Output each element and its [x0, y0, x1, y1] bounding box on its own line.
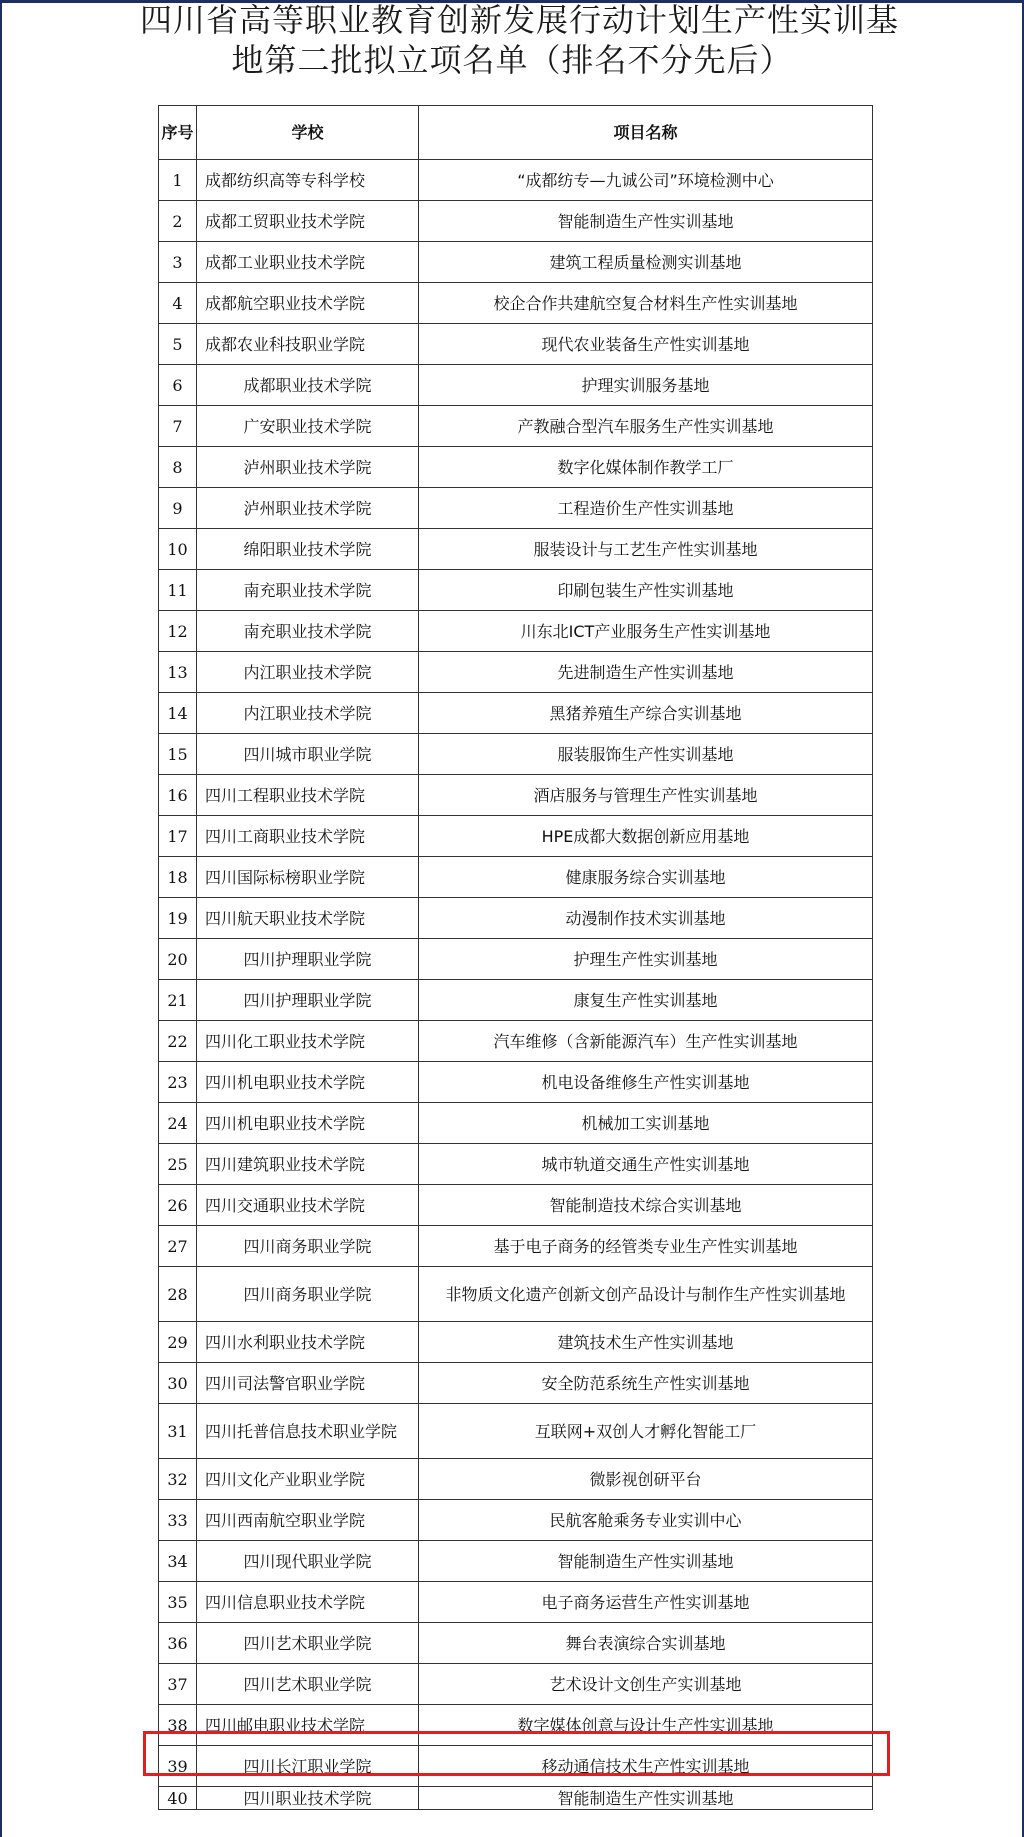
table-row [159, 242, 873, 283]
table-header-row [159, 106, 873, 160]
table-row [159, 1787, 873, 1810]
row-index: 12 [159, 611, 197, 652]
highlight-box [143, 1731, 890, 1776]
table-row [159, 324, 873, 365]
row-index: 1 [159, 160, 197, 201]
row-project: 安全防范系统生产性实训基地 [419, 1363, 873, 1404]
row-project: 民航客舱乘务专业实训中心 [419, 1500, 873, 1541]
row-index: 8 [159, 447, 197, 488]
row-school: 泸州职业技术学院 [197, 447, 419, 488]
table-row [159, 1021, 873, 1062]
row-project: 微影视创研平台 [419, 1459, 873, 1500]
table-row [159, 1623, 873, 1664]
row-index: 6 [159, 365, 197, 406]
row-school: 成都职业技术学院 [197, 365, 419, 406]
row-school: 四川商务职业学院 [197, 1267, 419, 1322]
row-school: 四川长江职业学院 [197, 1746, 419, 1787]
header-school: 学校 [197, 106, 419, 160]
row-school: 绵阳职业技术学院 [197, 529, 419, 570]
row-index: 22 [159, 1021, 197, 1062]
row-school: 四川工程职业技术学院 [197, 775, 419, 816]
row-index: 31 [159, 1404, 197, 1459]
row-school: 四川城市职业学院 [197, 734, 419, 775]
row-project: 舞台表演综合实训基地 [419, 1623, 873, 1664]
row-project: 数字化媒体制作教学工厂 [419, 447, 873, 488]
row-index: 29 [159, 1322, 197, 1363]
page-title [140, 0, 900, 80]
row-project: HPE成都大数据创新应用基地 [419, 816, 873, 857]
row-project: 川东北ICT产业服务生产性实训基地 [419, 611, 873, 652]
row-project: 智能制造生产性实训基地 [419, 201, 873, 242]
row-school: 成都农业科技职业学院 [197, 324, 419, 365]
row-index: 10 [159, 529, 197, 570]
table-row [159, 775, 873, 816]
row-index: 9 [159, 488, 197, 529]
row-project: 基于电子商务的经管类专业生产性实训基地 [419, 1226, 873, 1267]
row-project: 健康服务综合实训基地 [419, 857, 873, 898]
row-project: 电子商务运营生产性实训基地 [419, 1582, 873, 1623]
row-index: 32 [159, 1459, 197, 1500]
row-index: 38 [159, 1705, 197, 1746]
row-school: 四川机电职业技术学院 [197, 1103, 419, 1144]
row-project: 酒店服务与管理生产性实训基地 [419, 775, 873, 816]
row-school: 四川航天职业技术学院 [197, 898, 419, 939]
row-project: 工程造价生产性实训基地 [419, 488, 873, 529]
table-row [159, 1363, 873, 1404]
row-school: 四川商务职业学院 [197, 1226, 419, 1267]
table-row [159, 365, 873, 406]
row-project: 汽车维修（含新能源汽车）生产性实训基地 [419, 1021, 873, 1062]
row-index: 25 [159, 1144, 197, 1185]
row-school: 四川护理职业学院 [197, 939, 419, 980]
row-project: 艺术设计文创生产实训基地 [419, 1664, 873, 1705]
row-index: 26 [159, 1185, 197, 1226]
row-project: 先进制造生产性实训基地 [419, 652, 873, 693]
row-school: 成都工业职业技术学院 [197, 242, 419, 283]
row-school: 成都纺织高等专科学校 [197, 160, 419, 201]
row-project: 康复生产性实训基地 [419, 980, 873, 1021]
row-school: 四川文化产业职业学院 [197, 1459, 419, 1500]
table-row [159, 1459, 873, 1500]
row-school: 成都航空职业技术学院 [197, 283, 419, 324]
row-school: 四川建筑职业技术学院 [197, 1144, 419, 1185]
table-row [159, 529, 873, 570]
row-school: 四川机电职业技术学院 [197, 1062, 419, 1103]
row-project: 印刷包装生产性实训基地 [419, 570, 873, 611]
table-row [159, 693, 873, 734]
row-index: 35 [159, 1582, 197, 1623]
row-project: 智能制造生产性实训基地 [419, 1787, 873, 1810]
row-project: 机械加工实训基地 [419, 1103, 873, 1144]
row-project: 校企合作共建航空复合材料生产性实训基地 [419, 283, 873, 324]
row-school: 四川现代职业学院 [197, 1541, 419, 1582]
table-row [159, 734, 873, 775]
row-project: 产教融合型汽车服务生产性实训基地 [419, 406, 873, 447]
row-project: 智能制造技术综合实训基地 [419, 1185, 873, 1226]
table-row [159, 1664, 873, 1705]
row-index: 17 [159, 816, 197, 857]
table-row [159, 1500, 873, 1541]
row-project: “成都纺专—九诚公司”环境检测中心 [419, 160, 873, 201]
table-row [159, 570, 873, 611]
table-row [159, 406, 873, 447]
table-row [159, 1404, 873, 1459]
row-index: 36 [159, 1623, 197, 1664]
row-index: 24 [159, 1103, 197, 1144]
row-index: 33 [159, 1500, 197, 1541]
table-row [159, 1062, 873, 1103]
row-index: 5 [159, 324, 197, 365]
row-project: 非物质文化遗产创新文创产品设计与制作生产性实训基地 [419, 1267, 873, 1322]
row-school: 四川护理职业学院 [197, 980, 419, 1021]
row-index: 18 [159, 857, 197, 898]
row-index: 21 [159, 980, 197, 1021]
table-row [159, 1144, 873, 1185]
row-school: 四川司法警官职业学院 [197, 1363, 419, 1404]
row-school: 泸州职业技术学院 [197, 488, 419, 529]
row-project: 黑猪养殖生产综合实训基地 [419, 693, 873, 734]
row-index: 3 [159, 242, 197, 283]
row-project: 护理生产性实训基地 [419, 939, 873, 980]
row-project: 建筑工程质量检测实训基地 [419, 242, 873, 283]
table-row [159, 447, 873, 488]
row-project: 护理实训服务基地 [419, 365, 873, 406]
row-index: 4 [159, 283, 197, 324]
row-school: 四川邮电职业技术学院 [197, 1705, 419, 1746]
table-row [159, 1322, 873, 1363]
row-project: 数字媒体创意与设计生产性实训基地 [419, 1705, 873, 1746]
table-row [159, 1267, 873, 1322]
row-school: 内江职业技术学院 [197, 652, 419, 693]
row-index: 34 [159, 1541, 197, 1582]
row-project: 互联网+双创人才孵化智能工厂 [419, 1404, 873, 1459]
row-project: 动漫制作技术实训基地 [419, 898, 873, 939]
row-school: 南充职业技术学院 [197, 611, 419, 652]
row-index: 27 [159, 1226, 197, 1267]
row-school: 四川化工职业技术学院 [197, 1021, 419, 1062]
table-row [159, 1582, 873, 1623]
row-project: 服装设计与工艺生产性实训基地 [419, 529, 873, 570]
row-school: 四川工商职业技术学院 [197, 816, 419, 857]
table-row [159, 1103, 873, 1144]
row-project: 服装服饰生产性实训基地 [419, 734, 873, 775]
table-row [159, 160, 873, 201]
row-index: 37 [159, 1664, 197, 1705]
row-index: 13 [159, 652, 197, 693]
row-project: 城市轨道交通生产性实训基地 [419, 1144, 873, 1185]
row-index: 14 [159, 693, 197, 734]
table-body [159, 160, 873, 1810]
row-index: 39 [159, 1746, 197, 1787]
header-project: 项目名称 [419, 106, 873, 160]
row-project: 机电设备维修生产性实训基地 [419, 1062, 873, 1103]
row-index: 15 [159, 734, 197, 775]
row-school: 四川交通职业技术学院 [197, 1185, 419, 1226]
row-index: 23 [159, 1062, 197, 1103]
table-row [159, 980, 873, 1021]
project-list-table [158, 105, 873, 1810]
table-row [159, 488, 873, 529]
row-project: 建筑技术生产性实训基地 [419, 1322, 873, 1363]
row-index: 7 [159, 406, 197, 447]
frame-left [0, 0, 2, 1837]
row-index: 2 [159, 201, 197, 242]
row-index: 20 [159, 939, 197, 980]
row-school: 四川国际标榜职业学院 [197, 857, 419, 898]
table-row [159, 652, 873, 693]
row-school: 内江职业技术学院 [197, 693, 419, 734]
table-row [159, 1226, 873, 1267]
row-index: 40 [159, 1787, 197, 1810]
row-project: 智能制造生产性实训基地 [419, 1541, 873, 1582]
row-index: 11 [159, 570, 197, 611]
row-school: 四川水利职业技术学院 [197, 1322, 419, 1363]
header-index: 序号 [159, 106, 197, 160]
row-index: 19 [159, 898, 197, 939]
row-index: 28 [159, 1267, 197, 1322]
row-school: 南充职业技术学院 [197, 570, 419, 611]
table-row [159, 857, 873, 898]
row-index: 16 [159, 775, 197, 816]
row-index: 30 [159, 1363, 197, 1404]
table-row [159, 283, 873, 324]
table-row [159, 1185, 873, 1226]
row-project: 现代农业装备生产性实训基地 [419, 324, 873, 365]
row-school: 广安职业技术学院 [197, 406, 419, 447]
table-row [159, 939, 873, 980]
row-school: 四川西南航空职业学院 [197, 1500, 419, 1541]
row-school: 四川托普信息技术职业学院 [197, 1404, 419, 1459]
row-school: 四川信息职业技术学院 [197, 1582, 419, 1623]
row-school: 四川艺术职业学院 [197, 1623, 419, 1664]
table-row [159, 898, 873, 939]
title-line-1: 四川省高等职业教育创新发展行动计划生产性实训基 [140, 1, 900, 39]
row-school: 四川艺术职业学院 [197, 1664, 419, 1705]
row-school: 四川职业技术学院 [197, 1787, 419, 1810]
row-project: 移动通信技术生产性实训基地 [419, 1746, 873, 1787]
row-school: 成都工贸职业技术学院 [197, 201, 419, 242]
title-line-2: 地第二批拟立项名单（排名不分先后） [231, 41, 793, 79]
table-row [159, 816, 873, 857]
table-row [159, 1541, 873, 1582]
table-row [159, 611, 873, 652]
table-row [159, 201, 873, 242]
